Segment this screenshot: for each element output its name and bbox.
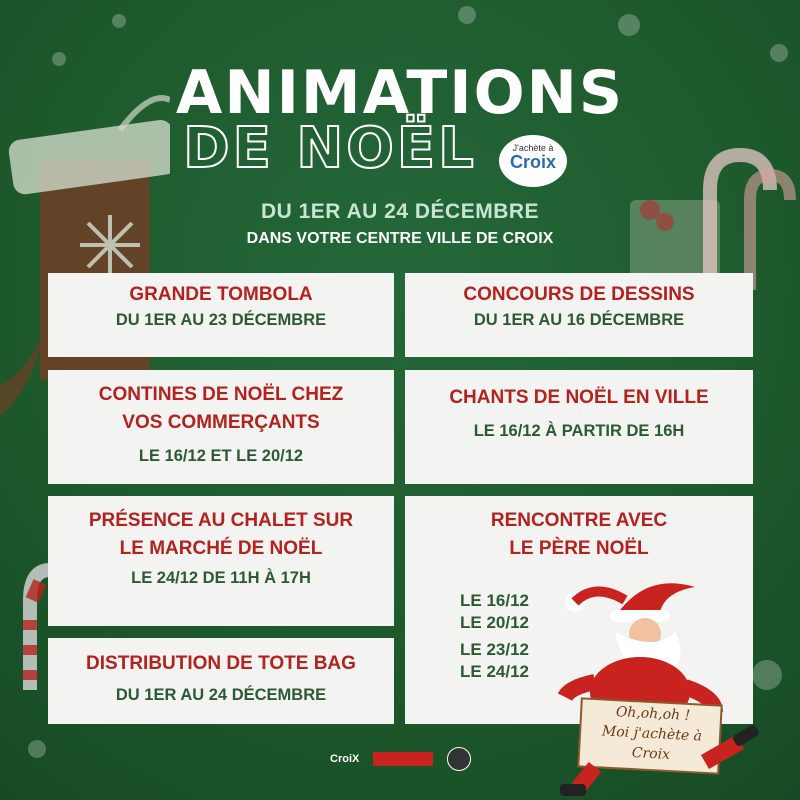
jachete-a-croix-logo xyxy=(499,135,567,187)
card-date: LE 16/12 À PARTIR DE 16H xyxy=(473,422,685,440)
card-title-line1: RENCONTRE AVEC xyxy=(490,510,668,531)
card-distribution-tote-bag xyxy=(48,638,394,724)
card-title: CONCOURS DE DESSINS xyxy=(463,284,695,305)
card-title: GRANDE TOMBOLA xyxy=(129,284,313,305)
card-presence-chalet xyxy=(48,496,394,626)
snowflake-dot xyxy=(28,740,46,758)
partner-logo xyxy=(373,752,433,766)
card-title-line2: LE PÈRE NOËL xyxy=(509,538,649,559)
card-date: DU 1ER AU 23 DÉCEMBRE xyxy=(115,311,327,329)
logo-text-top: J'achète à xyxy=(512,143,554,153)
card-concours-dessins xyxy=(405,273,753,357)
footer-logos xyxy=(330,744,471,774)
santa-sign-text xyxy=(587,701,718,768)
card-title: CHANTS DE NOËL EN VILLE xyxy=(449,387,709,408)
card-title-line2: VOS COMMERÇANTS xyxy=(122,412,320,433)
pere-noel-date: LE 20/12 xyxy=(460,613,529,632)
pere-noel-date: LE 16/12 xyxy=(460,591,529,610)
card-chants-de-noel xyxy=(405,370,753,484)
snowflake-dot xyxy=(112,14,126,28)
card-date: DU 1ER AU 24 DÉCEMBRE xyxy=(115,686,327,704)
pere-noel-date: LE 23/12 xyxy=(460,640,529,659)
page-title-secondary: DE NOËL xyxy=(183,116,477,181)
event-period: DU 1ER AU 24 DÉCEMBRE xyxy=(260,200,540,223)
card-title: DISTRIBUTION DE TOTE BAG xyxy=(86,653,356,674)
snowflake-dot xyxy=(458,6,476,24)
card-date: LE 24/12 DE 11H À 17H xyxy=(131,569,311,587)
logo-text-main: Croix xyxy=(509,152,556,172)
santa-sign-line2: Moi j'achète à Croix xyxy=(601,723,703,763)
croix-logo: CroiX xyxy=(330,753,360,765)
card-contines-de-noel xyxy=(48,370,394,484)
santa-claus-illustration xyxy=(555,572,770,800)
partner-badge-logo xyxy=(447,747,471,771)
pere-noel-date: LE 24/12 xyxy=(460,662,529,681)
card-title-line2: LE MARCHÉ DE NOËL xyxy=(119,538,323,559)
page-title: ANIMATIONS xyxy=(175,58,625,128)
card-grande-tombola xyxy=(48,273,394,357)
card-title-line1: PRÉSENCE AU CHALET SUR xyxy=(88,510,354,531)
santa-sign-line1: Oh,oh,oh ! xyxy=(615,704,691,724)
card-date: DU 1ER AU 16 DÉCEMBRE xyxy=(473,311,685,329)
card-date: LE 16/12 ET LE 20/12 xyxy=(138,447,304,465)
event-location: DANS VOTRE CENTRE VILLE DE CROIX xyxy=(246,230,554,247)
snowflake-dot xyxy=(618,14,640,36)
card-title-line1: CONTINES DE NOËL CHEZ xyxy=(98,384,344,405)
